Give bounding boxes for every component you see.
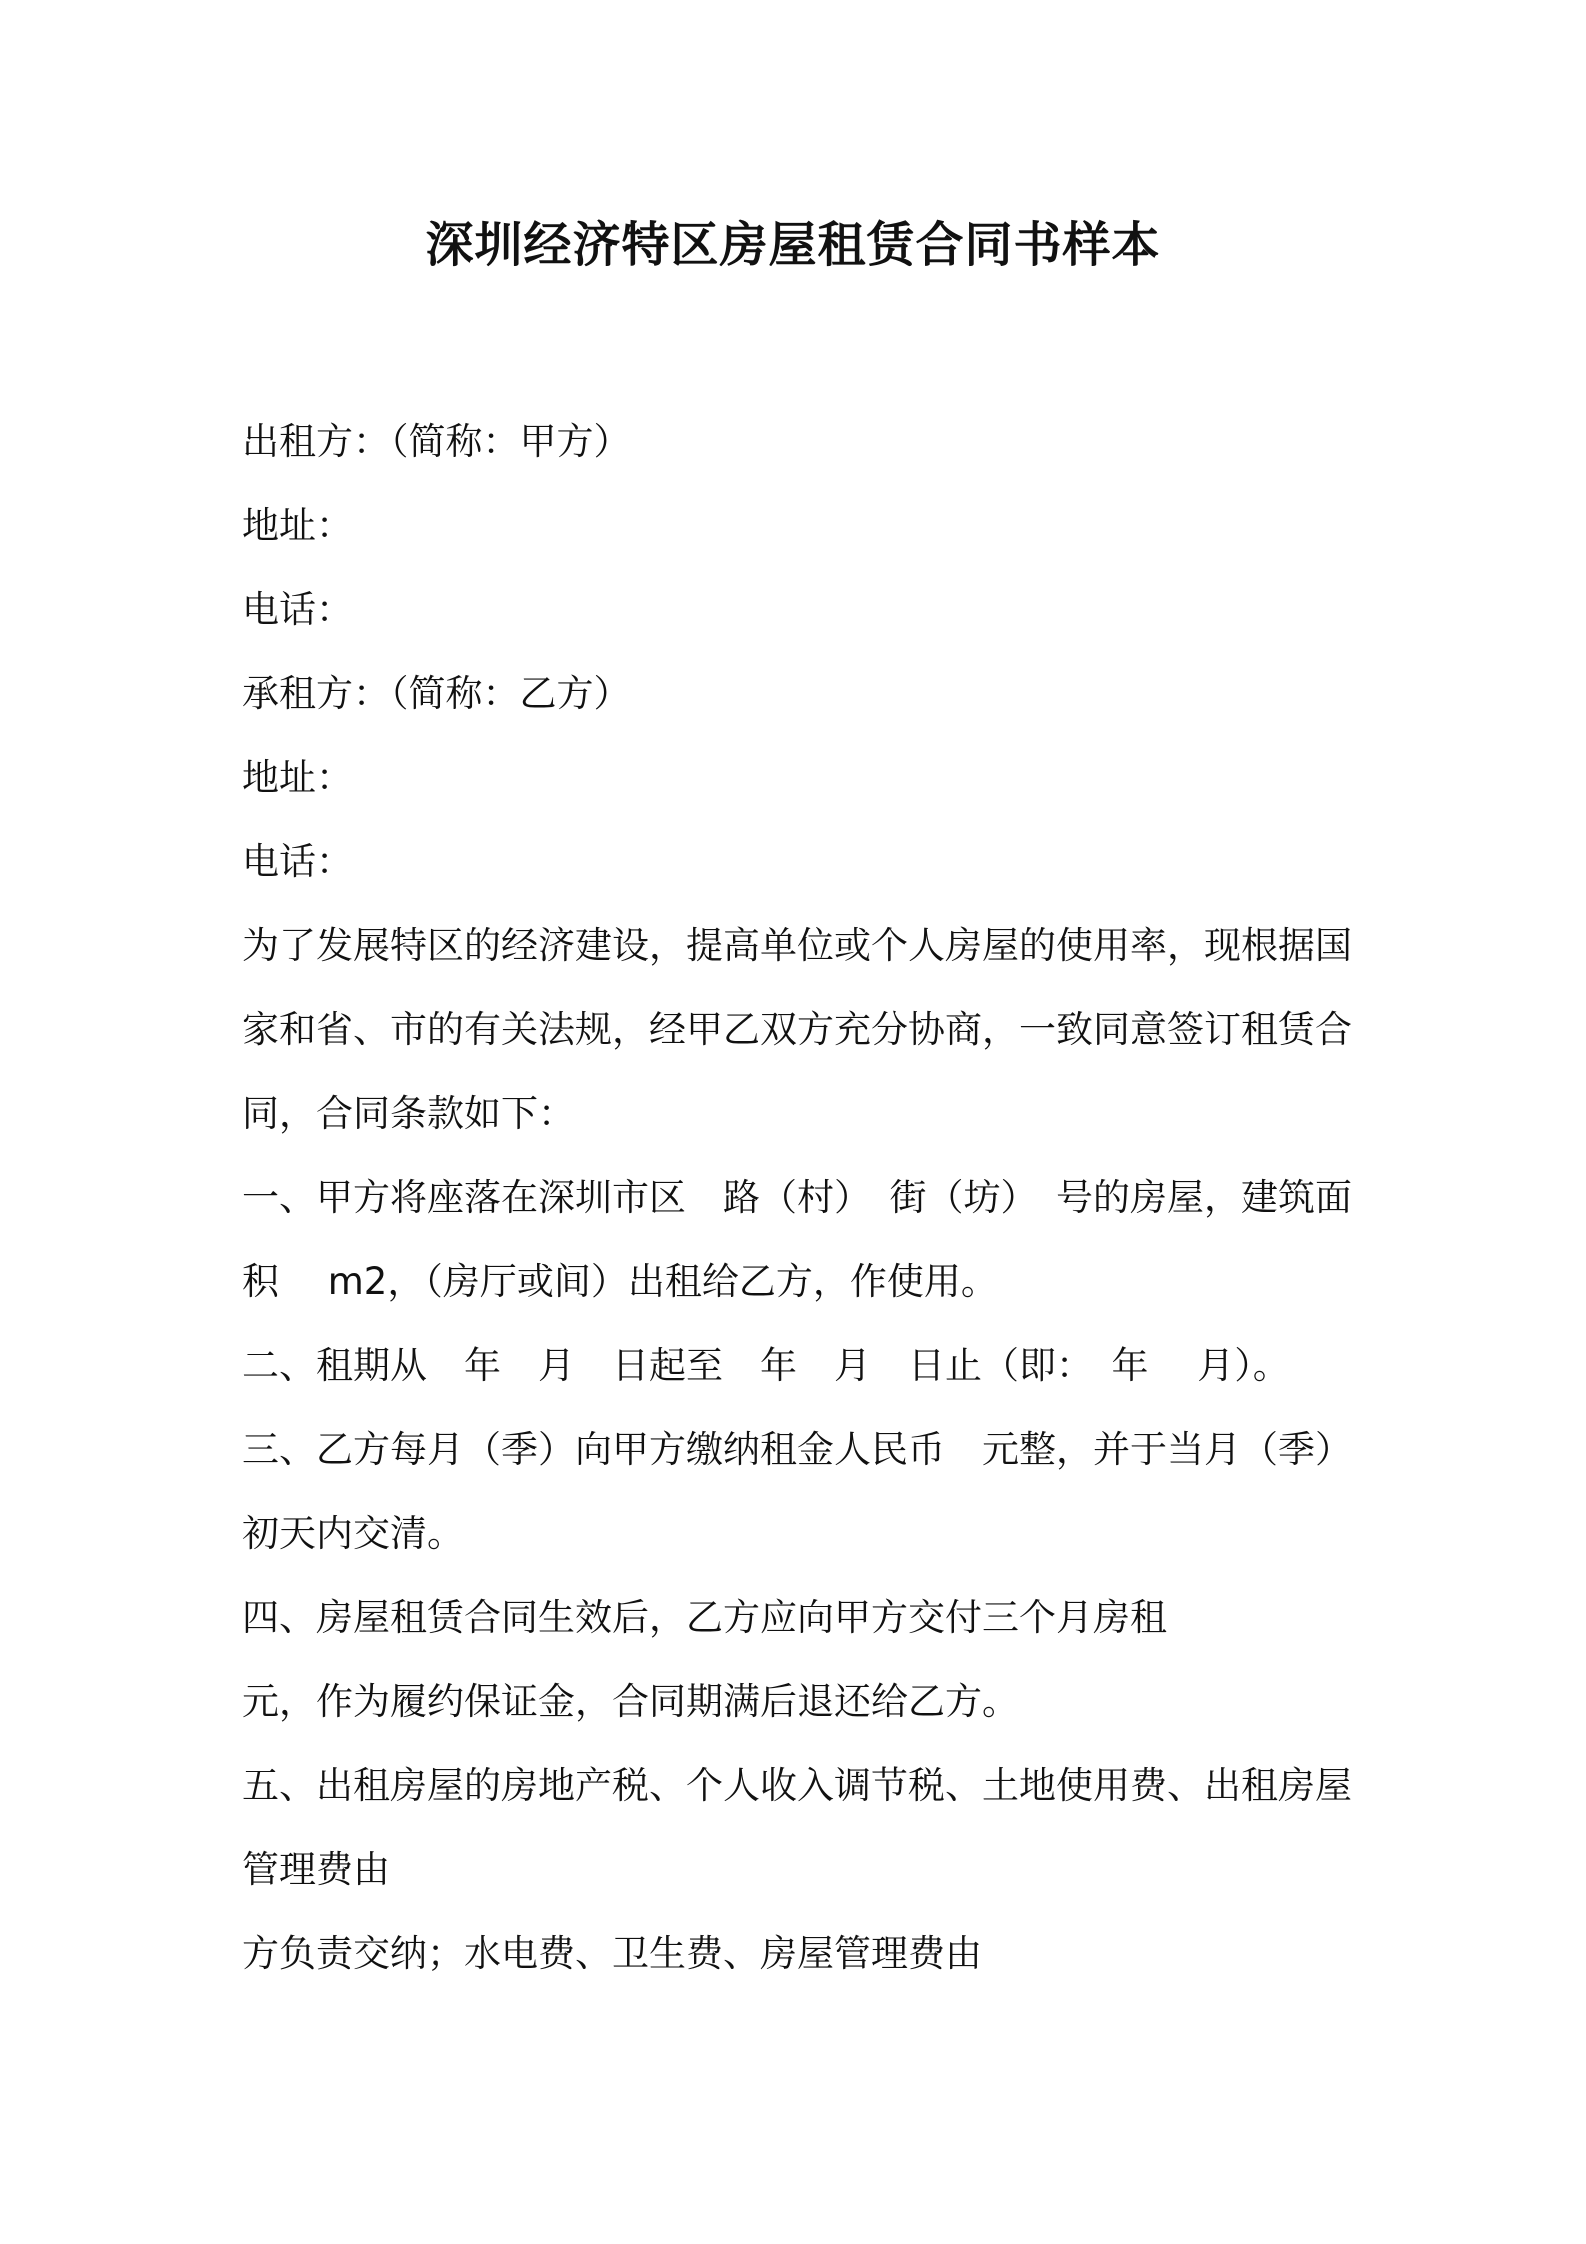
- text-line: 地址：: [242, 504, 353, 547]
- text-line: 元，作为履约保证金，合同期满后退还给乙方。: [242, 1680, 1019, 1723]
- text-line: 电话：: [242, 840, 353, 883]
- text-line: 为了发展特区的经济建设，提高单位或个人房屋的使用率，现根据国: [242, 924, 1352, 967]
- document-title: 深圳经济特区房屋租赁合同书样本: [425, 217, 1161, 273]
- text-line: 三、乙方每月（季）向甲方缴纳租金人民币 元整，并于当月（季）: [242, 1428, 1352, 1471]
- text-line: 二、租期从 年 月 日起至 年 月 日止（即： 年 月）。: [242, 1344, 1290, 1387]
- text-line: 五、出租房屋的房地产税、个人收入调节税、土地使用费、出租房屋: [242, 1764, 1352, 1807]
- text-line: 四、房屋租赁合同生效后，乙方应向甲方交付三个月房租: [242, 1596, 1167, 1639]
- text-line: 承租方：（简称：乙方）: [242, 672, 631, 715]
- text-line: 出租方：（简称：甲方）: [242, 420, 631, 463]
- text-line: 一、甲方将座落在深圳市区 路（村） 街（坊） 号的房屋，建筑面: [242, 1176, 1352, 1219]
- text-line: 初天内交清。: [242, 1512, 464, 1555]
- text-line: 方负责交纳；水电费、卫生费、房屋管理费由: [242, 1932, 982, 1975]
- text-line: 同，合同条款如下：: [242, 1092, 575, 1135]
- text-line: 电话：: [242, 588, 353, 631]
- text-line: 积 m2，（房厅或间）出租给乙方，作使用。: [242, 1260, 998, 1303]
- text-line: 管理费由: [242, 1848, 390, 1891]
- contract-body: [242, 400, 1362, 1996]
- text-line: 地址：: [242, 756, 353, 799]
- text-line: 家和省、市的有关法规，经甲乙双方充分协商，一致同意签订租赁合: [242, 1008, 1352, 1051]
